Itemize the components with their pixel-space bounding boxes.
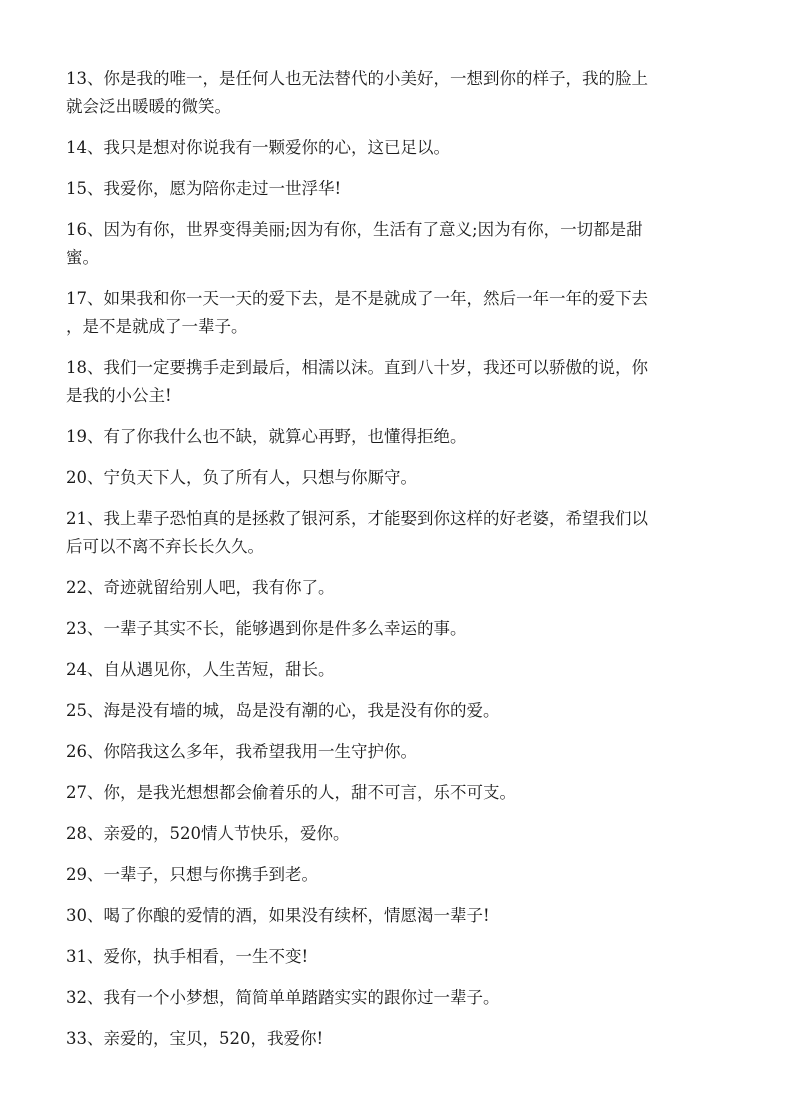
item-text: 我们一定要携手走到最后，相濡以沫。直到八十岁，我还可以骄傲的说，你 是我的小公主! bbox=[66, 358, 648, 405]
list-item bbox=[66, 779, 736, 807]
item-number: 13、 bbox=[66, 69, 104, 88]
list-item bbox=[66, 65, 736, 121]
item-number: 24、 bbox=[66, 660, 104, 679]
list-item bbox=[66, 354, 736, 410]
list-item bbox=[66, 134, 736, 162]
item-text: 喝了你酿的爱情的酒，如果没有续杯，情愿渴一辈子! bbox=[103, 906, 490, 925]
item-number: 23、 bbox=[66, 619, 104, 638]
item-number: 21、 bbox=[66, 509, 104, 528]
item-text: 你陪我这么多年，我希望我用一生守护你。 bbox=[103, 742, 417, 761]
item-text: 因为有你，世界变得美丽;因为有你，生活有了意义;因为有你，一切都是甜 蜜。 bbox=[66, 220, 643, 267]
list-item bbox=[66, 285, 736, 341]
quote-list bbox=[66, 65, 736, 1066]
item-text: 你是我的唯一，是任何人也无法替代的小美好，一想到你的样子，我的脸上 就会泛出暖暖的微笑。 bbox=[66, 69, 648, 116]
item-text: 海是没有墙的城，岛是没有潮的心，我是没有你的爱。 bbox=[103, 701, 500, 720]
item-text: 有了你我什么也不缺，就算心再野，也懂得拒绝。 bbox=[103, 427, 467, 446]
item-number: 25、 bbox=[66, 701, 104, 720]
list-item bbox=[66, 615, 736, 643]
list-item bbox=[66, 656, 736, 684]
item-number: 22、 bbox=[66, 578, 104, 597]
item-text: 我有一个小梦想，简简单单踏踏实实的跟你过一辈子。 bbox=[103, 988, 500, 1007]
item-number: 15、 bbox=[66, 179, 104, 198]
item-number: 26、 bbox=[66, 742, 104, 761]
item-text: 我只是想对你说我有一颗爱你的心，这已足以。 bbox=[103, 138, 450, 157]
item-text: 爱你，执手相看，一生不变! bbox=[103, 947, 309, 966]
list-item bbox=[66, 464, 736, 492]
list-item bbox=[66, 1025, 736, 1053]
item-text: 你，是我光想想都会偷着乐的人，甜不可言，乐不可支。 bbox=[103, 783, 516, 802]
item-number: 20、 bbox=[66, 468, 104, 487]
item-text: 一辈子，只想与你携手到老。 bbox=[103, 865, 318, 884]
item-number: 19、 bbox=[66, 427, 104, 446]
item-number: 28、 bbox=[66, 824, 104, 843]
list-item bbox=[66, 861, 736, 889]
list-item bbox=[66, 574, 736, 602]
item-text: 宁负天下人，负了所有人，只想与你厮守。 bbox=[103, 468, 417, 487]
item-number: 31、 bbox=[66, 947, 104, 966]
list-item bbox=[66, 505, 736, 561]
item-number: 33、 bbox=[66, 1029, 104, 1048]
item-text: 如果我和你一天一天的爱下去，是不是就成了一年，然后一年一年的爱下去 ，是不是就成了一辈子。 bbox=[66, 289, 648, 336]
item-text: 我爱你，愿为陪你走过一世浮华! bbox=[103, 179, 342, 198]
item-number: 16、 bbox=[66, 220, 104, 239]
list-item bbox=[66, 984, 736, 1012]
item-text: 一辈子其实不长，能够遇到你是件多么幸运的事。 bbox=[103, 619, 467, 638]
list-item bbox=[66, 943, 736, 971]
item-number: 27、 bbox=[66, 783, 104, 802]
list-item bbox=[66, 738, 736, 766]
list-item bbox=[66, 423, 736, 451]
item-text: 奇迹就留给别人吧，我有你了。 bbox=[103, 578, 335, 597]
item-number: 14、 bbox=[66, 138, 104, 157]
item-text: 自从遇见你，人生苦短，甜长。 bbox=[103, 660, 335, 679]
item-number: 17、 bbox=[66, 289, 104, 308]
list-item bbox=[66, 175, 736, 203]
list-item bbox=[66, 820, 736, 848]
list-item bbox=[66, 216, 736, 272]
item-text: 我上辈子恐怕真的是拯救了银河系，才能娶到你这样的好老婆，希望我们以 后可以不离不弃长长久久。 bbox=[66, 509, 648, 556]
item-number: 30、 bbox=[66, 906, 104, 925]
item-number: 32、 bbox=[66, 988, 104, 1007]
list-item bbox=[66, 902, 736, 930]
list-item bbox=[66, 697, 736, 725]
item-number: 29、 bbox=[66, 865, 104, 884]
item-number: 18、 bbox=[66, 358, 104, 377]
item-text: 亲爱的，520情人节快乐，爱你。 bbox=[103, 824, 350, 843]
item-text: 亲爱的，宝贝，520，我爱你! bbox=[103, 1029, 324, 1048]
